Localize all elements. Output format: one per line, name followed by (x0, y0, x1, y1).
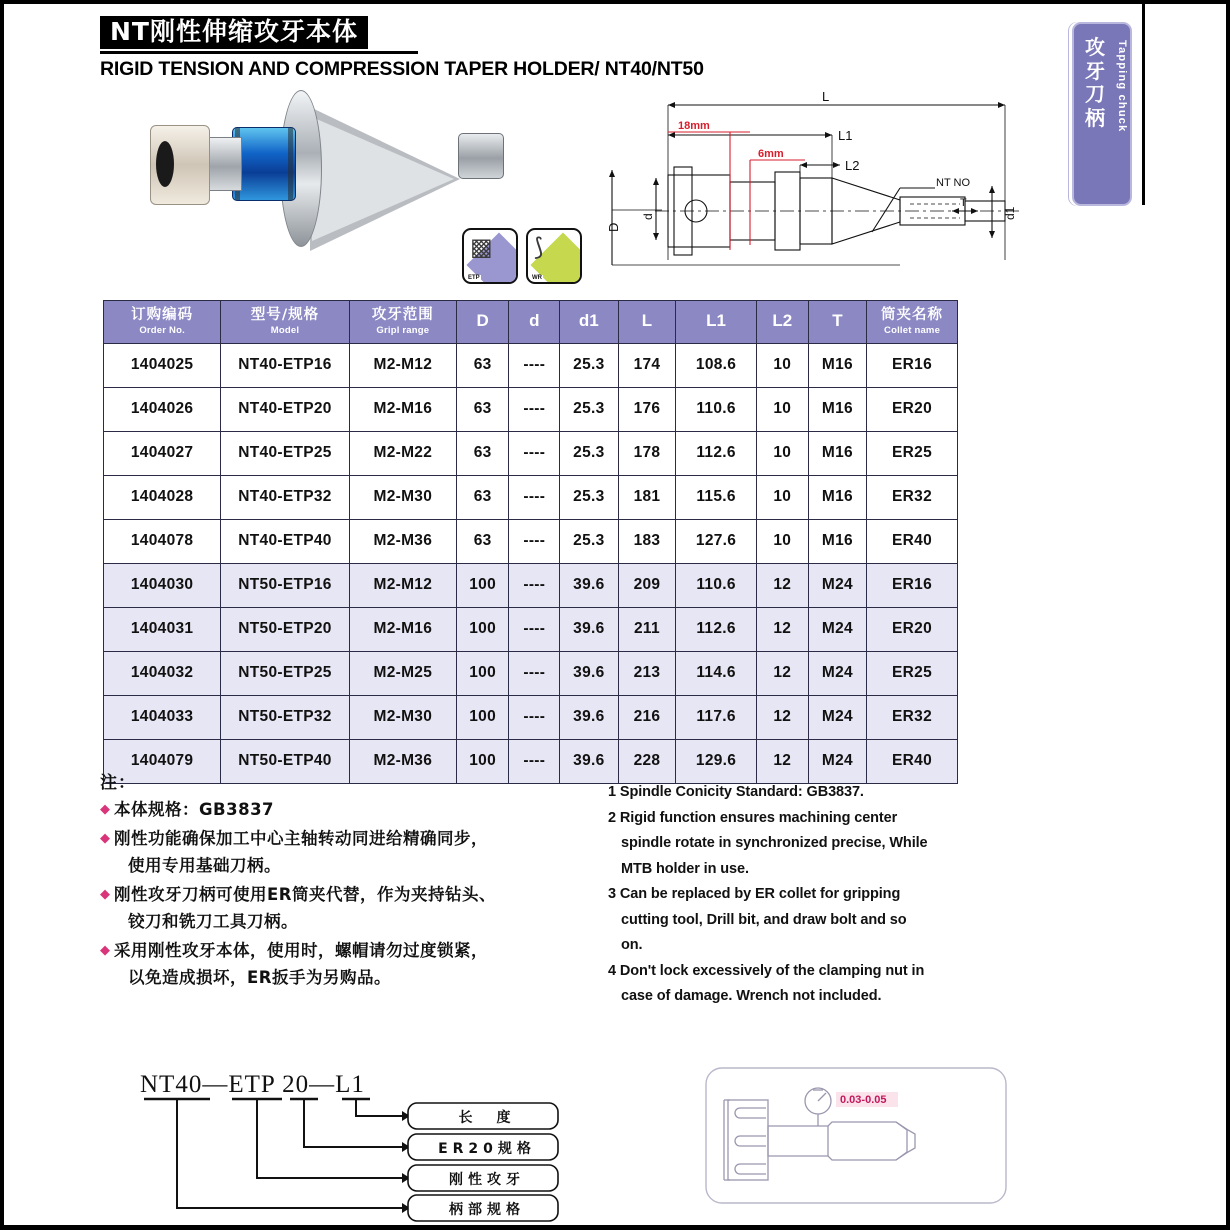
table-cell-gripl-range: M2-M12 (349, 563, 456, 607)
column-header-order-no: 订购编码 Order No. (104, 301, 221, 344)
notes-heading: 注： (100, 773, 136, 793)
column-header-L2: L2 (756, 301, 808, 344)
table-cell-l1: 110.6 (676, 563, 756, 607)
table-cell-gripl-range: M2-M36 (349, 739, 456, 783)
engineering-drawing (600, 60, 1060, 290)
note-item: 3 Can be replaced by ER collet for gripping cutting tool, Drill bit, and draw bolt and so on. (608, 886, 907, 953)
table-cell-gripl-range: M2-M30 (349, 695, 456, 739)
note-item: 2 Rigid function ensures machining center spindle rotate in synchronized precise, While MTB holder in use. (608, 809, 928, 877)
table-cell-l: 183 (618, 519, 676, 563)
table-cell-l2: 10 (756, 475, 808, 519)
table-cell-l1: 114.6 (676, 651, 756, 695)
page-title-english: RIGID TENSION AND COMPRESSION TAPER HOLDER/ NT40/NT50 (100, 58, 704, 80)
table-cell-l1: 112.6 (676, 431, 756, 475)
note-item: 4 Don't lock excessively of the clamping nut in case of damage. Wrench not included. (608, 962, 925, 1004)
note-text: 本体规格：GB3837 (114, 800, 275, 819)
table-cell-d1: 39.6 (560, 651, 618, 695)
table-cell-order-no: 1404026 (104, 387, 221, 431)
note-item (100, 881, 600, 935)
table-row (104, 695, 958, 739)
table-cell-gripl-range: M2-M12 (349, 343, 456, 387)
table-cell-t: M16 (808, 387, 866, 431)
dim-label-L2: L2 (845, 158, 860, 173)
nomenclature-callout-shank-spec: 柄部规格 (449, 1202, 525, 1218)
table-cell-gripl-range: M2-M16 (349, 387, 456, 431)
nomenclature-callout-rigid-tapping: 刚性攻牙 (449, 1172, 525, 1188)
table-row (104, 519, 958, 563)
table-cell-collet-name: ER16 (867, 563, 958, 607)
dim-label-L1: L1 (838, 128, 853, 143)
column-header-D: D (456, 301, 509, 344)
side-tab-label-english: Tapping chuck (1116, 40, 1128, 133)
table-cell-order-no: 1404032 (104, 651, 221, 695)
table-cell-d: 100 (456, 695, 509, 739)
table-cell-d: 63 (456, 387, 509, 431)
column-header-d: d (509, 301, 560, 344)
table-cell-model: NT50-ETP20 (221, 607, 350, 651)
table-cell-l2: 12 (756, 651, 808, 695)
table-cell-model: NT40-ETP32 (221, 475, 350, 519)
table-cell-l2: 12 (756, 739, 808, 783)
section-tab-tapping-chuck[interactable] (1072, 22, 1132, 206)
table-cell-d: ---- (509, 431, 560, 475)
table-cell-d: 63 (456, 343, 509, 387)
table-cell-l: 181 (618, 475, 676, 519)
wrench-icon-glyph: ⟆ (534, 234, 544, 261)
table-cell-d1: 25.3 (560, 387, 618, 431)
dim-label-d1: d1 (1003, 206, 1017, 220)
table-cell-order-no: 1404025 (104, 343, 221, 387)
nomenclature-callout-length: 长 度 (458, 1110, 516, 1126)
table-cell-collet-name: ER40 (867, 519, 958, 563)
table-cell-collet-name: ER20 (867, 387, 958, 431)
collet-icon[interactable] (462, 228, 518, 284)
table-cell-d: 63 (456, 431, 509, 475)
table-cell-collet-name: ER25 (867, 651, 958, 695)
runout-measurement-figure (700, 1062, 1020, 1212)
table-cell-gripl-range: M2-M16 (349, 607, 456, 651)
taper-cone (312, 117, 454, 241)
table-cell-l: 213 (618, 651, 676, 695)
table-body (104, 343, 958, 783)
table-row (104, 563, 958, 607)
table-cell-collet-name: ER16 (867, 343, 958, 387)
page-title-chinese: NT刚性伸缩攻牙本体 (100, 16, 368, 49)
product-photo (140, 85, 510, 260)
table-cell-order-no: 1404030 (104, 563, 221, 607)
table-cell-l2: 10 (756, 519, 808, 563)
table-cell-d: 100 (456, 607, 509, 651)
collet-bore (156, 141, 174, 187)
table-cell-l: 174 (618, 343, 676, 387)
table-cell-d: ---- (509, 695, 560, 739)
page-border-left (0, 0, 4, 1230)
table-cell-model: NT40-ETP25 (221, 431, 350, 475)
table-cell-d1: 25.3 (560, 343, 618, 387)
nomenclature-code: NT40—ETP 20—L1 (140, 1071, 365, 1098)
dim-label-d: d (641, 213, 655, 220)
table-cell-l: 211 (618, 607, 676, 651)
table-cell-collet-name: ER40 (867, 739, 958, 783)
diamond-bullet-icon: ◆ (100, 942, 110, 957)
diamond-bullet-icon: ◆ (100, 886, 110, 901)
table-cell-l1: 129.6 (676, 739, 756, 783)
table-cell-d1: 39.6 (560, 607, 618, 651)
table-cell-l: 178 (618, 431, 676, 475)
table-cell-d: ---- (509, 343, 560, 387)
note-text: 采用刚性攻牙本体，使用时，螺帽请勿过度锁紧， 以免造成损坏，ER扳手为另购品。 (114, 941, 488, 987)
notes-chinese (100, 768, 600, 993)
table-cell-collet-name: ER25 (867, 431, 958, 475)
table-cell-l1: 115.6 (676, 475, 756, 519)
table-cell-model: NT50-ETP32 (221, 695, 350, 739)
table-cell-order-no: 1404031 (104, 607, 221, 651)
table-cell-t: M16 (808, 343, 866, 387)
table-cell-d: 63 (456, 519, 509, 563)
nomenclature-callout-er-size: ER20规格 (438, 1141, 536, 1157)
table-cell-t: M16 (808, 431, 866, 475)
notes-chinese-list (100, 796, 600, 991)
table-cell-d: ---- (509, 519, 560, 563)
table-cell-l2: 12 (756, 695, 808, 739)
column-header-d1: d1 (560, 301, 618, 344)
dim-note-18mm: 18mm (678, 120, 710, 132)
table-cell-l1: 112.6 (676, 607, 756, 651)
table-cell-model: NT40-ETP20 (221, 387, 350, 431)
notes-english (608, 780, 1008, 1010)
column-header-collet-name: 筒夹名称 Collet name (867, 301, 958, 344)
table-cell-t: M24 (808, 563, 866, 607)
table-cell-order-no: 1404078 (104, 519, 221, 563)
dim-label-L: L (822, 89, 830, 104)
table-cell-model: NT40-ETP16 (221, 343, 350, 387)
table-cell-t: M24 (808, 607, 866, 651)
table-row (104, 475, 958, 519)
table-row (104, 387, 958, 431)
table-cell-model: NT50-ETP25 (221, 651, 350, 695)
table-cell-l: 228 (618, 739, 676, 783)
table-cell-d1: 39.6 (560, 739, 618, 783)
table-cell-d1: 39.6 (560, 563, 618, 607)
specification-table (103, 300, 958, 784)
note-item (100, 796, 600, 823)
table-cell-d1: 25.3 (560, 431, 618, 475)
column-header-T: T (808, 301, 866, 344)
dim-label-taper: NT NO (936, 177, 971, 189)
table-cell-d: 100 (456, 651, 509, 695)
table-row (104, 607, 958, 651)
accessory-icon-group (462, 228, 582, 284)
dim-note-6mm: 6mm (758, 148, 784, 160)
table-cell-t: M16 (808, 519, 866, 563)
table-cell-gripl-range: M2-M30 (349, 475, 456, 519)
runout-tolerance-label: 0.03-0.05 (840, 1094, 887, 1106)
note-text: 刚性攻牙刀柄可使用ER筒夹代替，作为夹持钻头、 铰刀和铣刀工具刀柄。 (114, 885, 496, 931)
table-cell-l1: 110.6 (676, 387, 756, 431)
table-cell-l2: 12 (756, 607, 808, 651)
column-header-L: L (618, 301, 676, 344)
table-cell-d: ---- (509, 651, 560, 695)
table-cell-d: ---- (509, 475, 560, 519)
table-cell-order-no: 1404028 (104, 475, 221, 519)
table-cell-l1: 108.6 (676, 343, 756, 387)
table-cell-l2: 10 (756, 387, 808, 431)
pull-stud-end (458, 133, 504, 179)
diamond-bullet-icon: ◆ (100, 801, 110, 816)
table-cell-gripl-range: M2-M25 (349, 651, 456, 695)
table-cell-l1: 117.6 (676, 695, 756, 739)
side-tab-rule (1142, 0, 1145, 205)
table-cell-gripl-range: M2-M22 (349, 431, 456, 475)
collet-icon-tag: ETP (468, 275, 480, 281)
table-cell-collet-name: ER20 (867, 607, 958, 651)
table-cell-model: NT50-ETP16 (221, 563, 350, 607)
table-cell-l: 216 (618, 695, 676, 739)
table-cell-gripl-range: M2-M36 (349, 519, 456, 563)
table-cell-l1: 127.6 (676, 519, 756, 563)
wrench-icon-tag: WR (532, 275, 542, 281)
column-header-L1: L1 (676, 301, 756, 344)
table-cell-collet-name: ER32 (867, 695, 958, 739)
table-cell-l: 176 (618, 387, 676, 431)
page-border-right (1226, 0, 1230, 1230)
table-header-row (104, 301, 958, 344)
table-cell-d1: 25.3 (560, 519, 618, 563)
table-cell-d: 100 (456, 563, 509, 607)
table-cell-d: 100 (456, 739, 509, 783)
page-border-top (0, 0, 1230, 4)
table-cell-order-no: 1404033 (104, 695, 221, 739)
table-cell-t: M16 (808, 475, 866, 519)
table-cell-l: 209 (618, 563, 676, 607)
table-cell-t: M24 (808, 739, 866, 783)
table-row (104, 343, 958, 387)
table-row (104, 651, 958, 695)
table-cell-d: ---- (509, 387, 560, 431)
collet-icon-glyph: ▩ (470, 234, 493, 261)
title-underline (100, 51, 418, 54)
table-cell-d1: 25.3 (560, 475, 618, 519)
table-cell-order-no: 1404079 (104, 739, 221, 783)
table-cell-l2: 10 (756, 431, 808, 475)
table-cell-d: ---- (509, 563, 560, 607)
table-cell-l2: 10 (756, 343, 808, 387)
dim-label-T: T (960, 197, 967, 209)
table-cell-t: M24 (808, 695, 866, 739)
note-item (100, 937, 600, 991)
table-cell-d1: 39.6 (560, 695, 618, 739)
table-cell-order-no: 1404027 (104, 431, 221, 475)
note-item: 1 Spindle Conicity Standard: GB3837. (608, 784, 864, 800)
column-header-grip-range: 攻牙范围 Gripl range (349, 301, 456, 344)
table-cell-model: NT50-ETP40 (221, 739, 350, 783)
dim-label-D: D (606, 222, 621, 232)
model-nomenclature-diagram (130, 1068, 590, 1228)
table-cell-d: 63 (456, 475, 509, 519)
table-row (104, 431, 958, 475)
table-cell-collet-name: ER32 (867, 475, 958, 519)
table-cell-d: ---- (509, 739, 560, 783)
column-header-model: 型号/规格 Model (221, 301, 350, 344)
wrench-icon[interactable] (526, 228, 582, 284)
note-text: 刚性功能确保加工中心主轴转动同进给精确同步， 使用专用基础刀柄。 (114, 829, 488, 875)
note-item (100, 825, 600, 879)
side-tab-label-chinese: 攻牙刀柄 (1085, 35, 1105, 130)
diamond-bullet-icon: ◆ (100, 830, 110, 845)
table-cell-t: M24 (808, 651, 866, 695)
table-cell-model: NT40-ETP40 (221, 519, 350, 563)
sleeve-ring-right (288, 128, 293, 200)
table-cell-l2: 12 (756, 563, 808, 607)
table-cell-d: ---- (509, 607, 560, 651)
